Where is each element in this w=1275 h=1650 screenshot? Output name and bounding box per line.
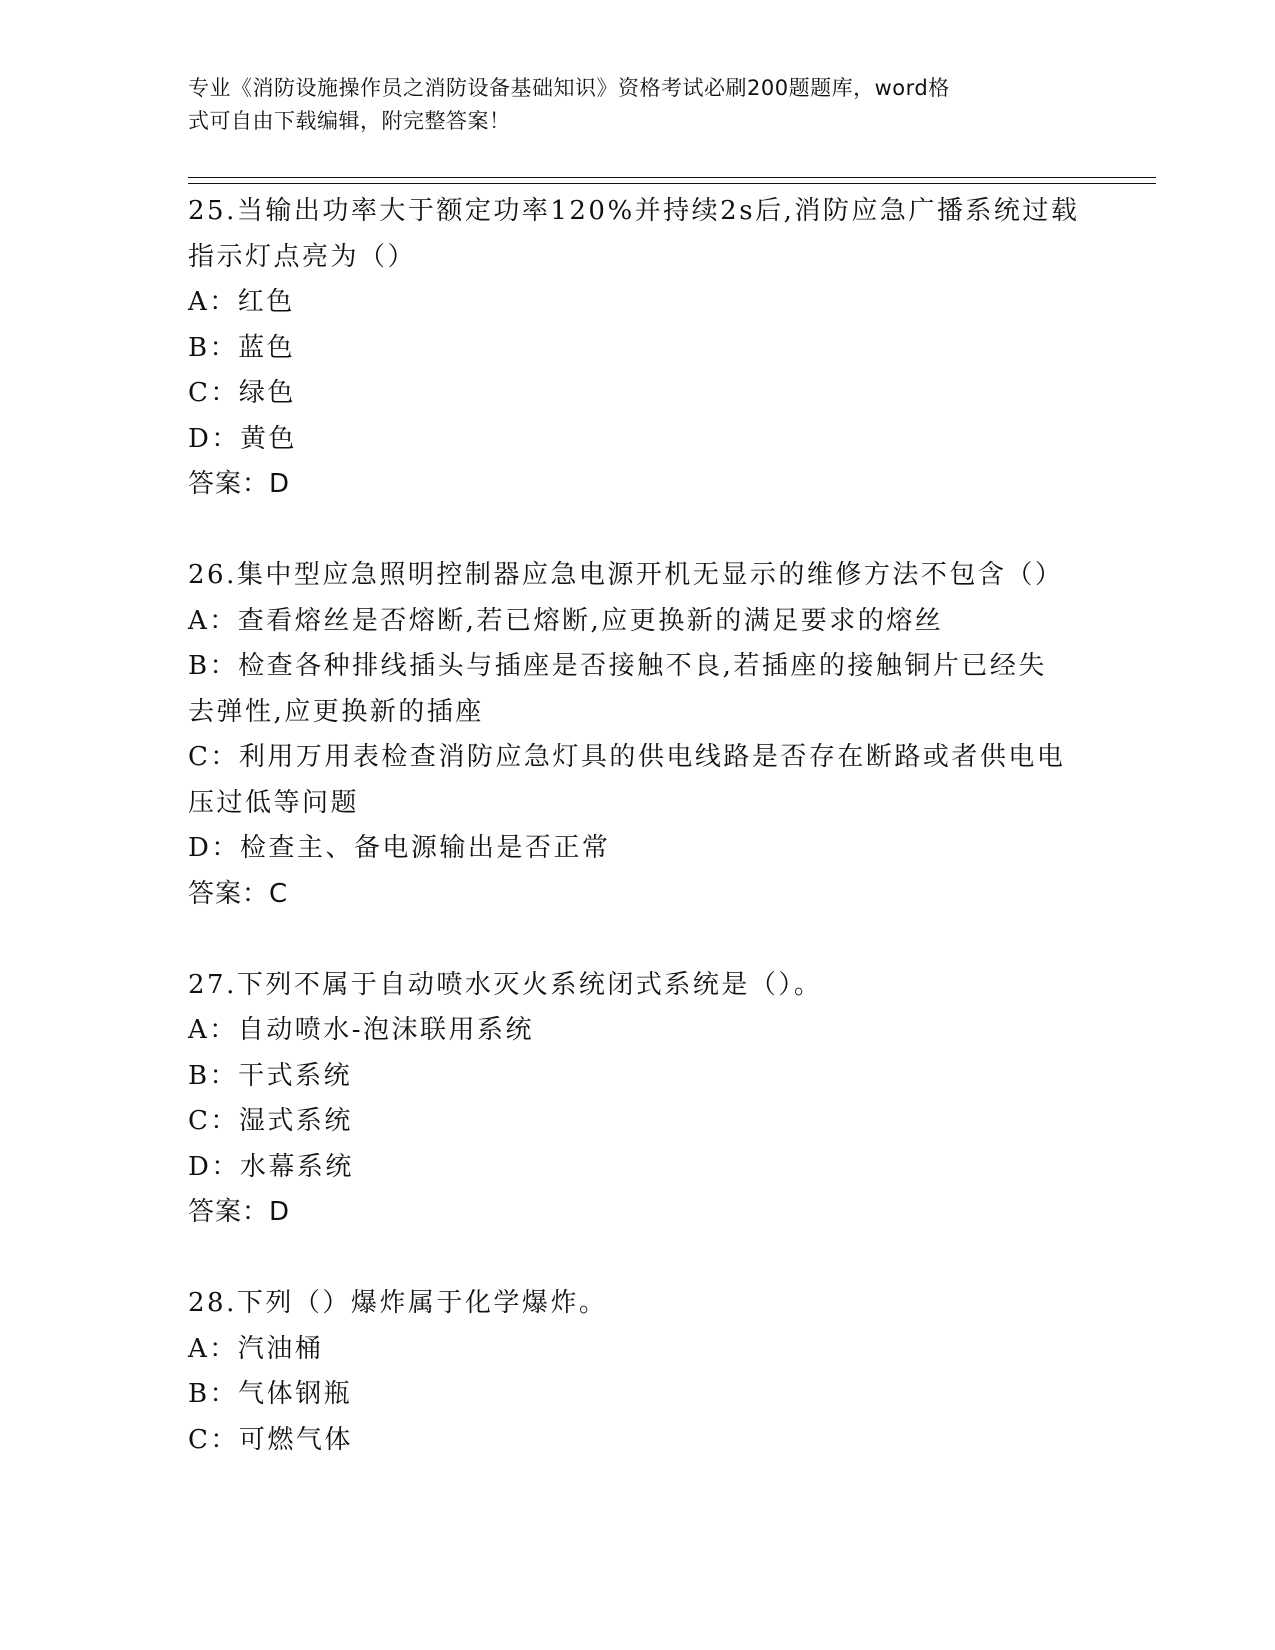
answer: 答案：D — [188, 1197, 291, 1227]
answer: 答案：D — [188, 469, 291, 499]
option-b: B：蓝色 — [188, 332, 296, 363]
option-a: A：红色 — [188, 287, 295, 317]
question-stem-line: 27.下列不属于自动喷水灭火系统闭式系统是（）。 — [188, 969, 823, 1000]
header-line-2: 式可自由下载编辑，附完整答案！ — [188, 109, 511, 133]
question-stem-line: 26.集中型应急照明控制器应急电源开机无显示的维修方法不包含（） — [188, 560, 1064, 590]
answer: 答案：C — [188, 878, 289, 909]
question-stem-line: 28.下列（）爆炸属于化学爆炸。 — [188, 1288, 608, 1318]
question-26 — [188, 553, 1088, 917]
option-c: C：绿色 — [188, 378, 296, 408]
question-27 — [188, 963, 1088, 1236]
question-gap — [188, 917, 1088, 963]
question-stem-line: 指示灯点亮为（） — [188, 241, 417, 272]
question-stem-line: 25.当输出功率大于额定功率120%并持续2s后,消防应急广播系统过载 — [188, 196, 1080, 226]
option-a: A：自动喷水-泡沫联用系统 — [188, 1015, 535, 1045]
option-c-continued: 压过低等问题 — [188, 787, 360, 818]
header-divider-top — [188, 177, 1156, 178]
question-25 — [188, 189, 1088, 508]
question-list — [188, 189, 1088, 1463]
option-d: D：水幕系统 — [188, 1151, 354, 1182]
option-b: B：气体钢瓶 — [188, 1379, 353, 1409]
option-d: D：黄色 — [188, 423, 297, 454]
question-gap — [188, 508, 1088, 554]
option-b: B：检查各种排线插头与插座是否接触不良,若插座的接触铜片已经失 — [188, 651, 1047, 681]
option-d: D：检查主、备电源输出是否正常 — [188, 833, 611, 863]
document-header — [188, 72, 1088, 138]
option-b-continued: 去弹性,应更换新的插座 — [188, 696, 484, 727]
option-b: B：干式系统 — [188, 1060, 353, 1091]
question-gap — [188, 1236, 1088, 1282]
header-divider-bottom — [188, 183, 1156, 184]
option-c: C：湿式系统 — [188, 1106, 353, 1136]
option-a: A：查看熔丝是否熔断,若已熔断,应更换新的满足要求的熔丝 — [188, 605, 944, 636]
header-line-1: 专业《消防设施操作员之消防设备基础知识》资格考试必刷200题题库，word格 — [188, 76, 950, 100]
option-c: C：利用万用表检查消防应急灯具的供电线路是否存在断路或者供电电 — [188, 742, 1066, 772]
question-28 — [188, 1281, 1088, 1463]
option-a: A：汽油桶 — [188, 1333, 324, 1364]
option-c: C：可燃气体 — [188, 1424, 353, 1455]
